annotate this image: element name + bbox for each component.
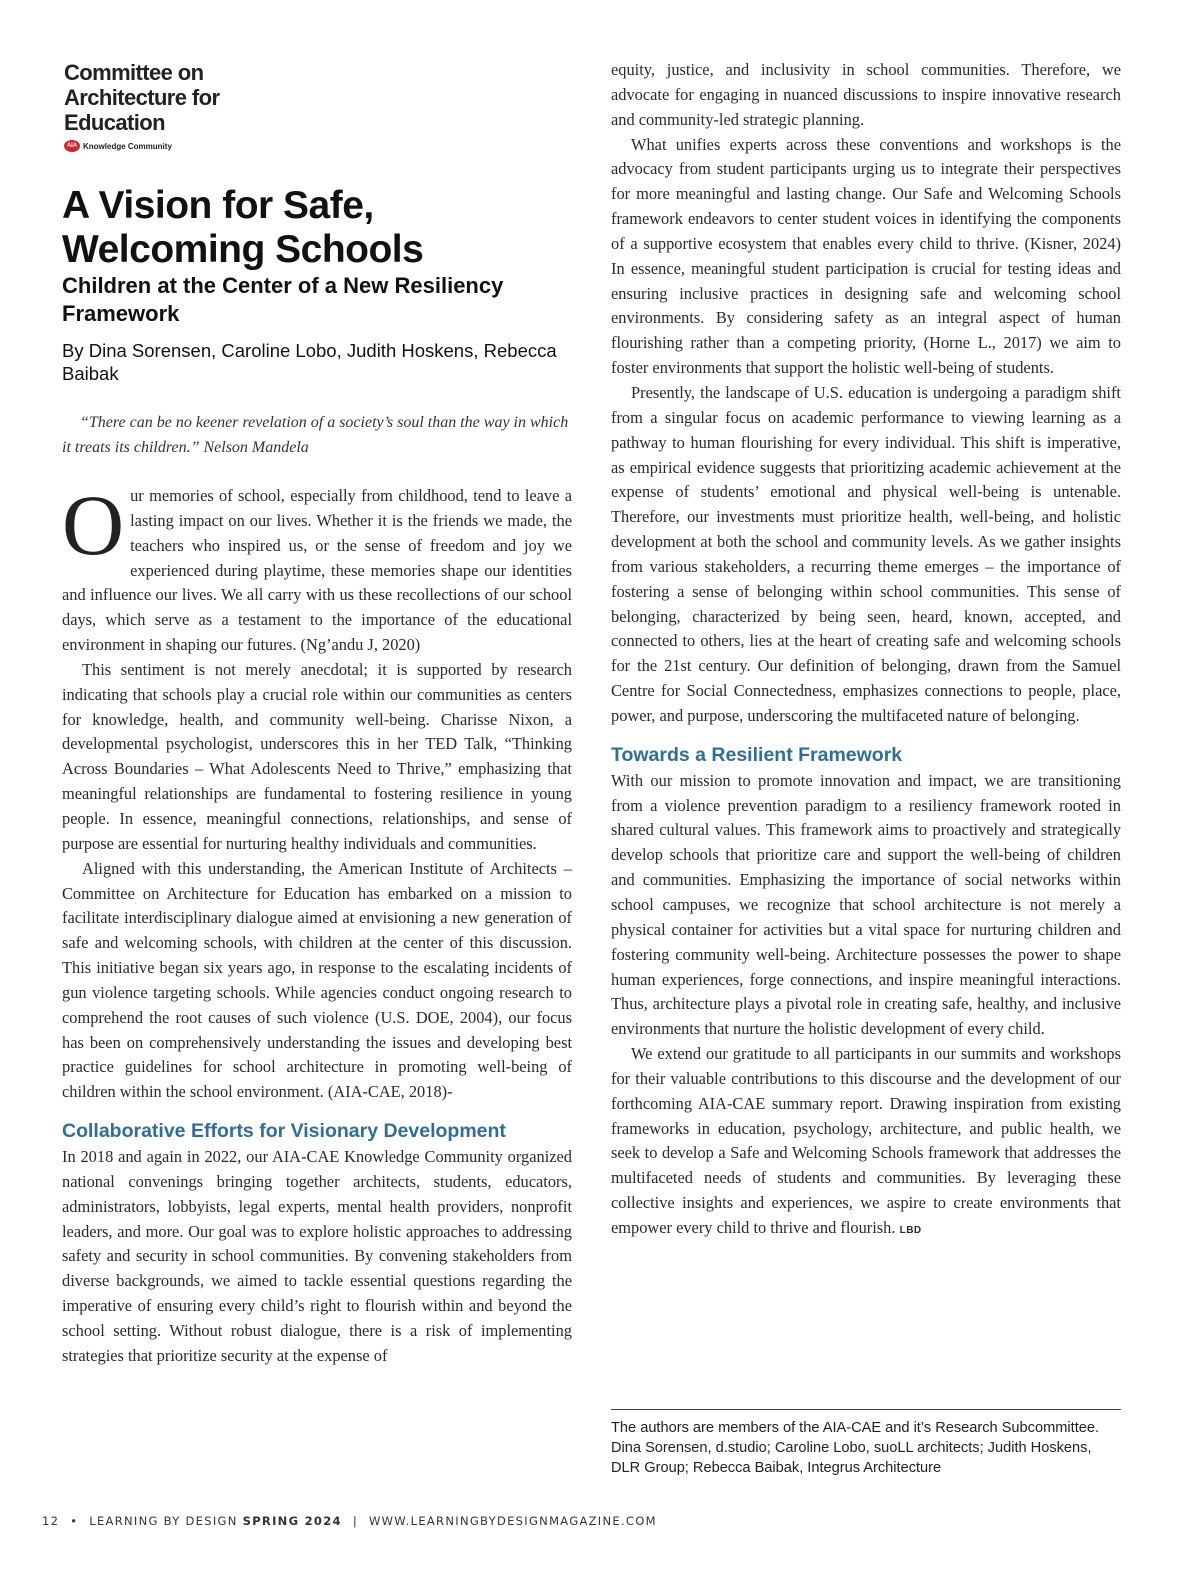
paragraph-5: What unifies experts across these conventions and workshops is the advocacy from student participants urging us to integrate their perspectives for more meaningful and lasting change. Our Safe and Welcoming Schools framework endeavors to center student voices in identifying the components of a supportive ecosystem that enables every child to thrive. (Kisner, 2024) In essence, meaningful student participation is crucial for testing ideas and ensuring inclusive practices in designing safe and welcoming school environments. By considering safety as an integral aspect of human flourishing rather than a competing priority, (Horne L., 2017) we aim to foster environments that support the holistic well-being of students.: [611, 134, 1121, 378]
aia-logo-icon: AIA: [64, 140, 80, 152]
epigraph-quote: “There can be no keener revelation of a society’s soul than the way in which it treats its children.” Nelson Mandela: [62, 414, 569, 456]
paragraph-4-continued: equity, justice, and inclusivity in school communities. Therefore, we advocate for engaging in nuanced discussions to inspire innovative research and community-led strategic planning.: [611, 60, 1121, 129]
website-link[interactable]: WWW.LEARNINGBYDESIGNMAGAZINE.COM: [368, 1514, 657, 1528]
footer-divider: |: [352, 1514, 358, 1528]
authors-note: The authors are members of the AIA-CAE and it’s Research Subcommittee. Dina Sorensen, d.studio; Caroline Lobo, suoLL architects; Judith Hoskens, DLR Group; Rebecca Baibak, Integrus Architecture: [611, 1420, 1100, 1476]
paragraph-1: [62, 477, 572, 658]
knowledge-community-label: Knowledge Community: [83, 141, 172, 151]
logo-line-1: Committee on: [64, 60, 204, 85]
right-column: [611, 58, 1121, 1244]
left-column: [62, 477, 572, 1369]
paragraph-2: This sentiment is not merely anecdotal; it is supported by research indicating that schools play a crucial role within our communities as centers for knowledge, health, and community well-being. Charisse Nixon, a developmental psychologist, underscores this in her TED Talk, “Thinking Across Boundaries – What Adolescents Need to Thrive,” emphasizing that meaningful relationships are fundamental to fostering resilience in young people. In essence, meaningful connections, relationships, and sense of purpose are essential for nurturing healthy individuals and communities.: [62, 659, 572, 853]
magazine-name: LEARNING BY DESIGN: [89, 1514, 238, 1528]
logo-line-2: Architecture for: [64, 85, 220, 110]
article-title: A Vision for Safe, Welcoming Schools: [62, 184, 424, 271]
paragraph-7: With our mission to promote innovation and impact, we are transitioning from a violence prevention paradigm to a resiliency framework rooted in shared cultural values. This framework aims to proactively and strategically develop schools that prioritize care and support the well-being of children and communities. Emphasizing the importance of social networks within school campuses, we recognize that school architecture is not merely a physical container for activities but a vital space for nurturing children and fostering community well-being. Architecture possesses the power to shape human experiences, forge connections, and inspire meaningful interactions. Thus, architecture plays a pivotal role in creating safe, healthy, and inclusive environments that nurture the holistic development of every child.: [611, 770, 1121, 1039]
end-mark: LBD: [899, 1224, 922, 1236]
section-heading-resilient: Towards a Resilient Framework: [611, 743, 903, 766]
page-footer: [42, 1514, 657, 1528]
committee-logo: [64, 60, 304, 152]
authors-divider: [611, 1409, 1121, 1410]
paragraph-8: [611, 1042, 1121, 1244]
footer-bullet: •: [70, 1514, 79, 1528]
article-subtitle: Children at the Center of a New Resiliency Framework: [62, 273, 504, 326]
knowledge-community-badge: [64, 140, 304, 152]
paragraph-4: In 2018 and again in 2022, our AIA-CAE Knowledge Community organized national convenings bringing together architects, students, educators, administrators, lobbyists, legal experts, mental health providers, nonprofit leaders, and more. Our goal was to explore holistic approaches to addressing safety and security in school communities. By convening stakeholders from diverse backgrounds, we aimed to tackle essential questions regarding the imperative of ensuring every child’s right to flourish within and beyond the school setting. Without robust dialogue, there is a risk of implementing strategies that prioritize security at the expense of: [62, 1147, 572, 1365]
issue-label: SPRING 2024: [242, 1514, 342, 1528]
paragraph-3: Aligned with this understanding, the American Institute of Architects – Committee on Architecture for Education has embarked on a mission to facilitate interdisciplinary dialogue aimed at envisioning a new generation of safe and welcoming schools, with children at the center of this discussion. This initiative began six years ago, in response to the escalating incidents of gun violence targeting schools. While agencies conduct ongoing research to comprehend the root causes of such violence (U.S. DOE, 2004), our focus has been on comprehensively understanding the issues and developing best practice guidelines for school architecture in promoting well-being of children within the school environment. (AIA-CAE, 2018)-: [62, 858, 572, 1102]
section-heading-collaborative: Collaborative Efforts for Visionary Development: [62, 1120, 506, 1143]
logo-line-3: Education: [64, 110, 165, 135]
paragraph-8-text: We extend our gratitude to all participants in our summits and workshops for their valuable contributions to this discourse and the development of our forthcoming AIA-CAE summary report. Drawing inspiration from existing frameworks in education, psychology, architecture, and public health, we seek to develop a Safe and Welcoming Schools framework that addresses the multifaceted needs of students and communities. By leveraging these collective insights and experiences, we aspire to create environments that empower every child to thrive and flourish.: [611, 1044, 1121, 1237]
paragraph-1-text: ur memories of school, especially from childhood, tend to leave a lasting impact on our lives. Whether it is the friends we made, the teachers who inspired us, or the sense of freedom and joy we experienced during playtime, these memories shape our identities and influence our lives. We all carry with us these recollections of our school days, which serve as a testament to the importance of the educational environment in shaping our futures. (Ng’andu J, 2020): [62, 486, 572, 655]
article-byline: By Dina Sorensen, Caroline Lobo, Judith Hoskens, Rebecca Baibak: [62, 340, 557, 384]
page-number: 12: [42, 1514, 60, 1528]
drop-cap: O: [62, 477, 125, 573]
paragraph-6: Presently, the landscape of U.S. education is undergoing a paradigm shift from a singular focus on academic performance to viewing learning as a pathway to human flourishing for every individual. This shift is imperative, as empirical evidence suggests that prioritizing academic achievement at the expense of students’ emotional and physical well-being is untenable. Therefore, our investments must prioritize health, well-being, and holistic development at both the school and community levels. As we gather insights from various stakeholders, a recurring theme emerges – the importance of fostering a sense of belonging within school communities. This sense of belonging, characterized by being seen, heard, known, accepted, and connected to others, lies at the heart of creating safe and welcoming schools for the 21st century. Our definition of belonging, drawn from the Samuel Centre for Social Connectedness, emphasizes connections to people, place, power, and purpose, underscoring the multifaceted nature of belonging.: [611, 382, 1121, 725]
